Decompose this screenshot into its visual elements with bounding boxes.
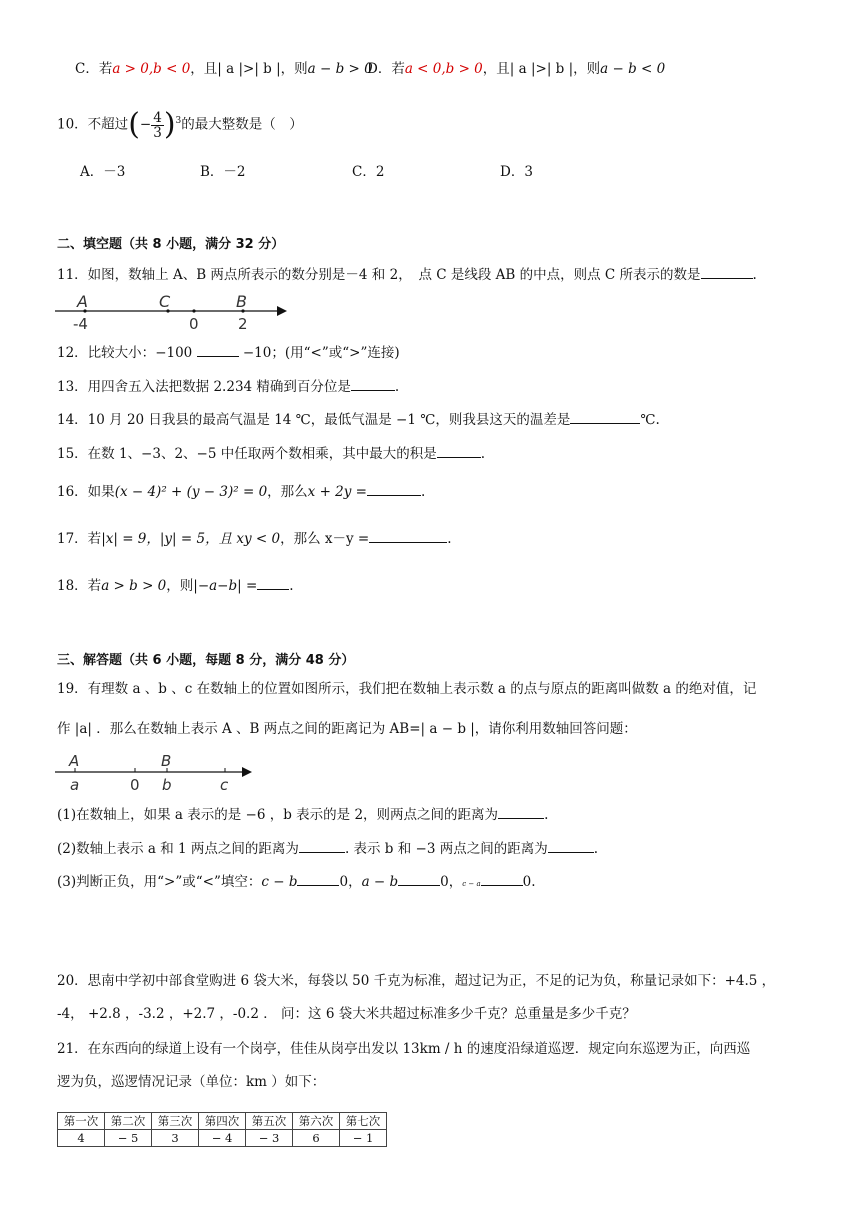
q11-tick-neg4: -4 xyxy=(73,315,88,332)
table-cell: 4 xyxy=(58,1130,105,1147)
q19-tick-c: c xyxy=(220,776,229,794)
table-cell: − 1 xyxy=(340,1130,387,1147)
q20-line2: -4， +2.8 ，-3.2 ，+2.7 ，-0.2 ． 问：这 6 袋大米共超过标准多少千克？总重量是多少千克？ xyxy=(57,1006,636,1022)
q16-stem: 16．如果(x − 4)² + (y − 3)² = 0，那么x + 2y = . xyxy=(57,484,426,500)
q19-tick-b: b xyxy=(162,776,172,794)
table-cell: − 5 xyxy=(105,1130,152,1147)
q11-label-c: C xyxy=(159,292,171,311)
q10-option-c: C．2 xyxy=(352,164,385,180)
table-row xyxy=(58,1130,387,1147)
q18-blank[interactable] xyxy=(257,576,289,590)
table-header-cell: 第三次 xyxy=(152,1113,199,1130)
table-header-cell: 第一次 xyxy=(58,1113,105,1130)
table-header-cell: 第四次 xyxy=(199,1113,246,1130)
q15-stem: 15．在数 1、−3、2、−5 中任取两个数相乘，其中最大的积是 . xyxy=(57,446,486,462)
q9-option-d: D．若a < 0,b > 0，且| a |>| b |，则a − b < 0 xyxy=(367,61,666,77)
q13-blank[interactable] xyxy=(351,377,395,391)
q18-stem: 18．若a > b > 0，则|−a−b| = . xyxy=(57,578,294,594)
section-answer-title: 三、解答题（共 6 小题，每题 8 分，满分 48 分） xyxy=(57,653,355,668)
q10-option-a: A．－3 xyxy=(80,164,126,180)
q14-stem: 14．10 月 20 日我县的最高气温是 14 ℃，最低气温是 −1 ℃，则我县这天的温差是 ℃. xyxy=(57,412,660,428)
table-cell: 3 xyxy=(152,1130,199,1147)
q9-option-c: C．若a > 0,b < 0，且| a |>| b |，则a − b > 0 xyxy=(75,61,373,77)
table-cell: − 3 xyxy=(246,1130,293,1147)
q19-part3-blank1[interactable] xyxy=(297,872,339,886)
table-cell: 6 xyxy=(293,1130,340,1147)
q19-part3-blank3[interactable] xyxy=(481,872,523,886)
q10-option-d: D．3 xyxy=(500,164,533,180)
q17-blank[interactable] xyxy=(369,529,447,543)
q10-fraction: $\frac{4}{3}$ xyxy=(153,109,162,141)
q19-tick-0: 0 xyxy=(130,776,140,794)
q21-record-table xyxy=(57,1112,387,1147)
q19-line1: 19．有理数 a 、b 、c 在数轴上的位置如图所示，我们把在数轴上表示数 a 的点与原点的距离叫做数 a 的绝对值，记 xyxy=(57,681,757,697)
q14-blank[interactable] xyxy=(570,410,640,424)
q11-number-line xyxy=(55,290,295,332)
q19-label-b-point: B xyxy=(161,752,172,770)
q10-stem: 10．不超过(− $\frac{4}{3}$ )$^3$的最大整数是（ ） xyxy=(57,107,303,142)
q16-blank[interactable] xyxy=(367,482,421,496)
table-header-cell: 第六次 xyxy=(293,1113,340,1130)
q11-blank[interactable] xyxy=(701,265,753,279)
table-row xyxy=(58,1113,387,1130)
q19-number-line xyxy=(55,750,265,794)
q15-blank[interactable] xyxy=(437,444,481,458)
q19-part2-blank1[interactable] xyxy=(299,839,345,853)
q11-stem: 11．如图，数轴上 A、B 两点所表示的数分别是－4 和 2， 点 C 是线段 AB 的中点，则点 C 所表示的数是 . xyxy=(57,267,757,283)
table-header-cell: 第五次 xyxy=(246,1113,293,1130)
q19-label-a-point: A xyxy=(69,752,80,770)
q19-part1: (1)在数轴上，如果 a 表示的是 −6 ，b 表示的是 2，则两点之间的距离为 . xyxy=(57,807,549,823)
q12-blank[interactable] xyxy=(197,343,239,357)
q12-stem: 12．比较大小：−100 −10；(用“<”或“>”连接) xyxy=(57,345,400,361)
q11-tick-2: 2 xyxy=(238,315,248,332)
q19-part3-blank2[interactable] xyxy=(398,872,440,886)
q19-tick-a: a xyxy=(70,776,80,794)
q19-line2: 作 |a| ．那么在数轴上表示 A 、B 两点之间的距离记为 AB=| a − b |，请你利用数轴回答问题： xyxy=(57,721,637,737)
q11-label-b: B xyxy=(236,292,247,311)
q13-stem: 13．用四舍五入法把数据 2.234 精确到百分位是 . xyxy=(57,379,400,395)
q19-part3: (3)判断正负，用“>”或“<”填空：c − b 0，a − b 0，c − a 0. xyxy=(57,874,536,890)
q17-stem: 17．若|x| = 9，|y| = 5，且 xy < 0，那么 x－y = . xyxy=(57,531,452,547)
q19-part2: (2)数轴上表示 a 和 1 两点之间的距离为 . 表示 b 和 −3 两点之间的距离为 . xyxy=(57,841,599,857)
table-cell: − 4 xyxy=(199,1130,246,1147)
table-header-cell: 第七次 xyxy=(340,1113,387,1130)
table-header-cell: 第二次 xyxy=(105,1113,152,1130)
q11-label-a: A xyxy=(77,292,88,311)
q19-part2-blank2[interactable] xyxy=(548,839,594,853)
q21-line2: 逻为负，巡逻情况记录（单位：km ）如下： xyxy=(57,1074,326,1090)
q20-line1: 20．思南中学初中部食堂购进 6 袋大米，每袋以 50 千克为标准，超过记为正，不足的记为负，称量记录如下：+4.5 ， xyxy=(57,973,776,989)
q10-option-b: B．－2 xyxy=(200,164,246,180)
section-fill-in-title: 二、填空题（共 8 小题，满分 32 分） xyxy=(57,237,285,252)
q19-part1-blank[interactable] xyxy=(498,805,544,819)
q11-tick-0: 0 xyxy=(189,315,199,332)
q21-line1: 21．在东西向的绿道上设有一个岗亭，佳佳从岗亭出发以 13km / h 的速度沿绿道巡逻．规定向东巡逻为正，向西巡 xyxy=(57,1041,751,1057)
